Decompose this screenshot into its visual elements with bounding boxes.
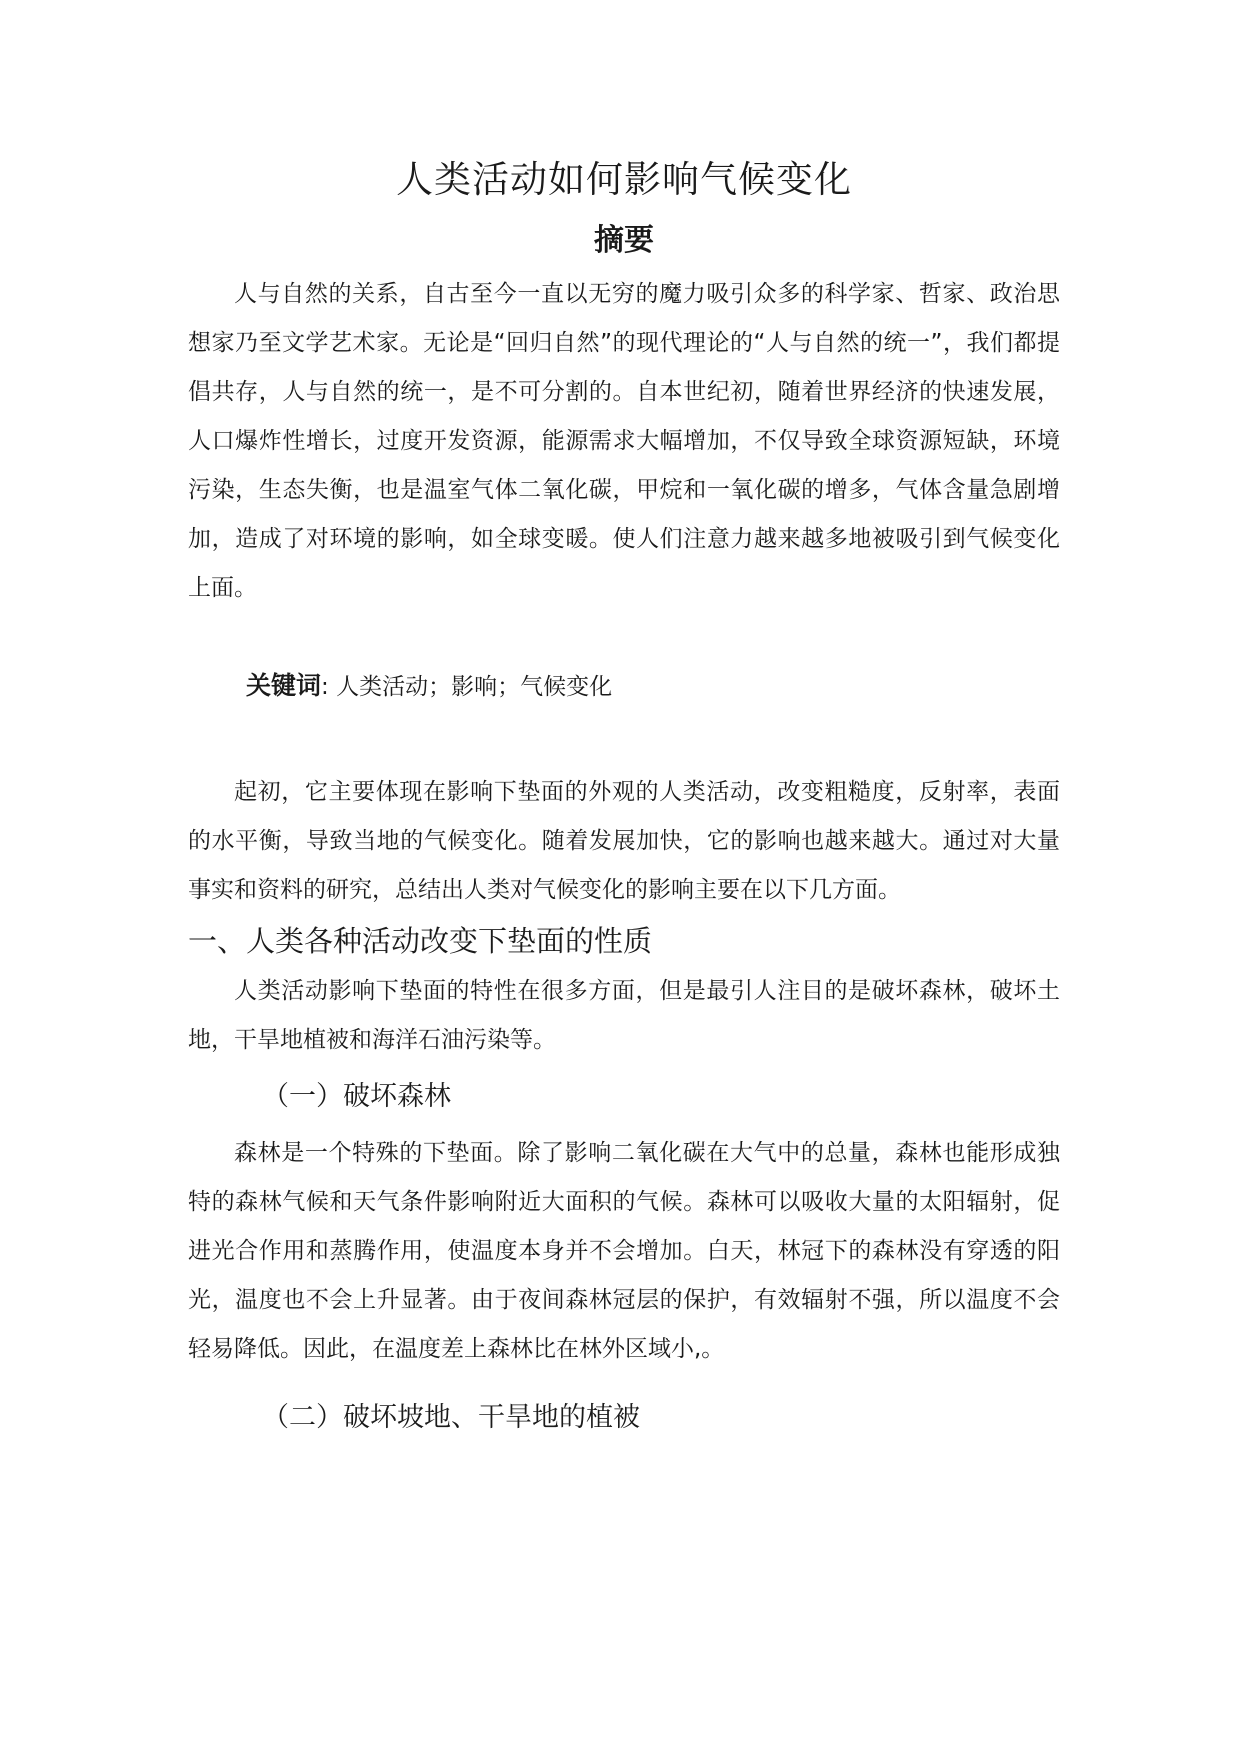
keywords-line xyxy=(188,661,1060,712)
document-title: 人类活动如何影响气候变化 xyxy=(396,158,852,201)
keywords-label: 关键词 xyxy=(246,671,322,700)
subsection-heading-2: （二）破坏坡地、干旱地的植被 xyxy=(262,1402,640,1433)
abstract-heading: 摘要 xyxy=(594,223,654,258)
document-content xyxy=(188,150,1060,1450)
subsection-1-paragraph: 森林是一个特殊的下垫面。除了影响二氧化碳在大气中的总量，森林也能形成独特的森林气候和天气条件影响附近大面积的气候。森林可以吸收大量的太阳辐射，促进光合作用和蒸腾作用，使温度本身并不会增加。白天，林冠下的森林没有穿透的阳光，温度也不会上升显著。由于夜间森林冠层的保护，有效辐射不强，所以温度不会轻易降低。因此，在温度差上森林比在林外区域小,。 xyxy=(188,1140,1060,1362)
section-1-paragraph: 人类活动影响下垫面的特性在很多方面，但是最引人注目的是破坏森林，破坏土地，干旱地植被和海洋石油污染等。 xyxy=(188,978,1060,1053)
intro-paragraph: 起初，它主要体现在影响下垫面的外观的人类活动，改变粗糙度，反射率，表面的水平衡，导致当地的气候变化。随着发展加快，它的影响也越来越大。通过对大量事实和资料的研究，总结出人类对气候变化的影响主要在以下几方面。 xyxy=(188,779,1060,903)
section-heading-1: 一、人类各种活动改变下垫面的性质 xyxy=(188,924,653,958)
keywords-separator: : xyxy=(321,674,329,700)
subsection-heading-1: （一）破坏森林 xyxy=(262,1081,451,1112)
keywords-value: 人类活动；影响；气候变化 xyxy=(336,674,613,700)
abstract-paragraph: 人与自然的关系，自古至今一直以无穷的魔力吸引众多的科学家、哲家、政治思想家乃至文学艺术家。无论是“回归自然”的现代理论的“人与自然的统一”，我们都提倡共存，人与自然的统一，是不可分割的。自本世纪初，随着世界经济的快速发展，人口爆炸性增长，过度开发资源，能源需求大幅增加，不仅导致全球资源短缺，环境污染，生态失衡，也是温室气体二氧化碳，甲烷和一氧化碳的增多，气体含量急剧增加，造成了对环境的影响，如全球变暖。使人们注意力越来越多地被吸引到气候变化上面。 xyxy=(188,281,1060,601)
